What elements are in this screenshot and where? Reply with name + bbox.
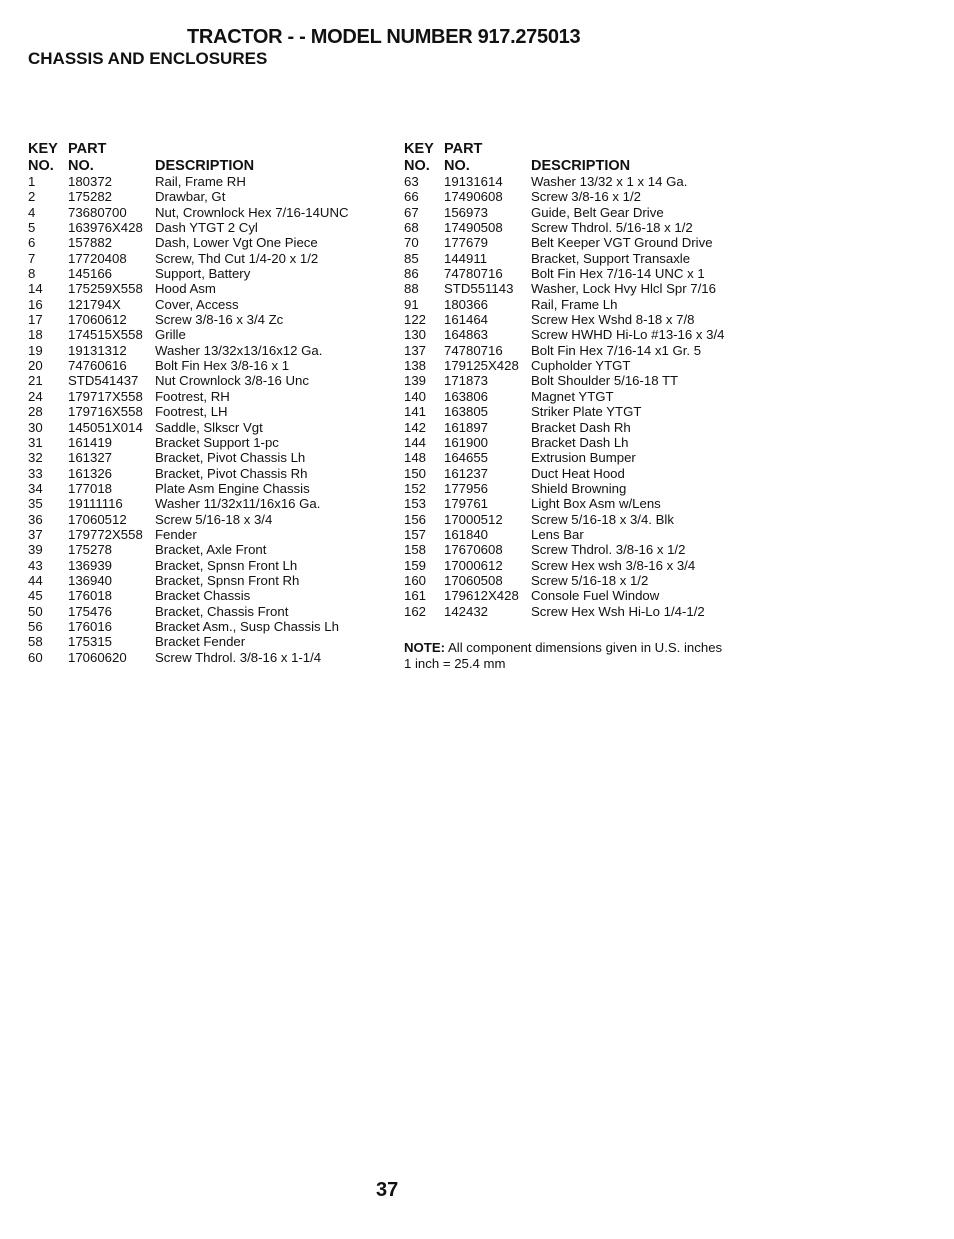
part-description: Bracket, Axle Front — [155, 542, 267, 558]
key-number: 14 — [28, 281, 43, 297]
key-number: 148 — [404, 450, 427, 466]
key-number: 19 — [28, 342, 43, 358]
part-description: Screw Hex wsh 3/8-16 x 3/4 — [531, 557, 696, 573]
part-number: 17670608 — [444, 542, 503, 558]
key-number: 88 — [404, 281, 419, 297]
part-description: Bracket Dash Lh — [531, 434, 629, 450]
part-description: Footrest, RH — [155, 388, 230, 404]
part-number: 145051X014 — [68, 419, 143, 435]
key-number: 1 — [28, 174, 36, 189]
part-description: Bracket Dash Rh — [531, 419, 631, 435]
key-number: 139 — [404, 373, 427, 389]
parts-row — [28, 496, 388, 511]
part-number: 180366 — [444, 296, 489, 312]
key-number: 152 — [404, 480, 427, 496]
part-number: 74760616 — [68, 358, 127, 374]
key-number: 32 — [28, 450, 43, 466]
part-description: Bolt Fin Hex 7/16-14 UNC x 1 — [531, 266, 705, 282]
part-header-line2: NO. — [68, 158, 94, 174]
key-number: 45 — [28, 588, 43, 604]
key-number: 66 — [404, 189, 419, 205]
part-header-line1: PART — [444, 141, 483, 157]
key-number: 137 — [404, 342, 427, 358]
key-number: 6 — [28, 235, 36, 251]
parts-row — [404, 251, 804, 266]
part-number: 142432 — [444, 603, 489, 619]
part-header-line2: NO. — [444, 158, 470, 174]
part-description: Dash, Lower Vgt One Piece — [155, 235, 318, 251]
part-description: Console Fuel Window — [531, 588, 660, 604]
page-number: 37 — [376, 1179, 399, 1201]
parts-row — [28, 588, 388, 603]
part-description: Shield Browning — [531, 480, 627, 496]
part-number: 171873 — [444, 373, 489, 389]
key-number: 18 — [28, 327, 43, 343]
part-description: Washer 13/32 x 1 x 14 Ga. — [531, 174, 688, 189]
part-description: Screw Thdrol. 3/8-16 x 1/2 — [531, 542, 686, 558]
parts-row — [404, 573, 804, 588]
part-description: Bracket Support 1-pc — [155, 434, 279, 450]
parts-row — [404, 220, 804, 235]
parts-row — [404, 542, 804, 557]
part-description: Screw 3/8-16 x 1/2 — [531, 189, 641, 205]
part-number: 163976X428 — [68, 220, 143, 236]
part-description: Nut Crownlock 3/8-16 Unc — [155, 373, 309, 389]
key-number: 56 — [28, 618, 43, 634]
part-number: 161464 — [444, 312, 489, 328]
key-number: 157 — [404, 526, 427, 542]
part-number: 145166 — [68, 266, 113, 282]
key-header-line1: KEY — [28, 141, 58, 157]
parts-row — [28, 266, 388, 281]
section-title: CHASSIS AND ENCLOSURES — [28, 49, 268, 68]
part-number: 176018 — [68, 588, 113, 604]
dimension-note — [404, 640, 722, 672]
key-number: 50 — [28, 603, 43, 619]
key-number: 28 — [28, 404, 43, 420]
key-number: 30 — [28, 419, 43, 435]
parts-row — [404, 327, 804, 342]
parts-row — [28, 373, 388, 388]
key-number: 7 — [28, 250, 36, 266]
key-number: 161 — [404, 588, 427, 604]
part-description: Bracket Asm., Susp Chassis Lh — [155, 618, 339, 634]
parts-row — [28, 281, 388, 296]
parts-row — [28, 481, 388, 496]
parts-row — [28, 512, 388, 527]
key-header-line2: NO. — [28, 158, 54, 174]
parts-row — [28, 358, 388, 373]
part-number: 17000612 — [444, 557, 503, 573]
parts-row — [404, 297, 804, 312]
part-number: 179717X558 — [68, 388, 143, 404]
key-number: 122 — [404, 312, 427, 328]
part-number: 179716X558 — [68, 404, 143, 420]
parts-row — [404, 496, 804, 511]
note-conversion: 1 inch = 25.4 mm — [404, 656, 506, 671]
parts-row — [28, 189, 388, 204]
parts-row — [28, 466, 388, 481]
parts-row — [28, 343, 388, 358]
part-description: Bracket Chassis — [155, 588, 251, 604]
parts-row — [404, 281, 804, 296]
part-number: 161326 — [68, 465, 113, 481]
key-number: 142 — [404, 419, 427, 435]
key-number: 160 — [404, 572, 427, 588]
part-description: Nut, Crownlock Hex 7/16-14UNC — [155, 204, 349, 220]
description-header: DESCRIPTION — [155, 158, 255, 174]
parts-rows — [404, 174, 804, 619]
part-description: Washer 13/32x13/16x12 Ga. — [155, 342, 323, 358]
part-description: Bolt Fin Hex 3/8-16 x 1 — [155, 358, 290, 374]
note-text: All component dimensions given in U.S. inches — [447, 640, 723, 655]
key-number: 91 — [404, 296, 419, 312]
parts-row — [404, 588, 804, 603]
part-number: 74780716 — [444, 266, 503, 282]
part-description: Lens Bar — [531, 526, 584, 542]
part-description: Bracket, Chassis Front — [155, 603, 289, 619]
part-description: Bracket, Pivot Chassis Rh — [155, 465, 308, 481]
part-header-line1: PART — [68, 141, 107, 157]
part-description: Dash YTGT 2 Cyl — [155, 220, 258, 236]
part-number: 17060620 — [68, 649, 127, 665]
part-number: 177018 — [68, 480, 113, 496]
part-number: 17490508 — [444, 220, 503, 236]
key-number: 140 — [404, 388, 427, 404]
key-number: 44 — [28, 572, 43, 588]
key-number: 60 — [28, 649, 43, 665]
part-number: 74780716 — [444, 342, 503, 358]
key-number: 85 — [404, 250, 419, 266]
key-number: 31 — [28, 434, 43, 450]
part-description: Fender — [155, 526, 197, 542]
part-description: Support, Battery — [155, 266, 251, 282]
key-number: 63 — [404, 174, 419, 189]
parts-row — [28, 220, 388, 235]
parts-row — [404, 343, 804, 358]
parts-row — [28, 634, 388, 649]
key-number: 4 — [28, 204, 36, 220]
part-description: Bracket Fender — [155, 634, 246, 650]
parts-row — [28, 650, 388, 665]
parts-row — [28, 450, 388, 465]
part-description: Bracket, Spnsn Front Lh — [155, 557, 298, 573]
parts-row — [28, 174, 388, 189]
part-number: 175282 — [68, 189, 113, 205]
parts-row — [28, 389, 388, 404]
key-number: 37 — [28, 526, 43, 542]
key-header-line1: KEY — [404, 141, 434, 157]
key-number: 130 — [404, 327, 427, 343]
part-number: 136939 — [68, 557, 113, 573]
part-description: Screw 5/16-18 x 3/4. Blk — [531, 511, 674, 527]
key-header-line2: NO. — [404, 158, 430, 174]
parts-row — [404, 205, 804, 220]
part-number: 161897 — [444, 419, 489, 435]
key-number: 36 — [28, 511, 43, 527]
part-description: Bracket, Support Transaxle — [531, 250, 691, 266]
key-number: 2 — [28, 189, 36, 205]
part-description: Grille — [155, 327, 186, 343]
part-description: Screw Hex Wshd 8-18 x 7/8 — [531, 312, 695, 328]
part-description: Footrest, LH — [155, 404, 228, 420]
key-number: 43 — [28, 557, 43, 573]
parts-row — [404, 189, 804, 204]
part-number: 19111116 — [68, 496, 123, 512]
part-description: Washer 11/32x11/16x16 Ga. — [155, 496, 321, 512]
part-description: Bracket, Spnsn Front Rh — [155, 572, 300, 588]
part-description: Saddle, Slkscr Vgt — [155, 419, 263, 435]
part-number: 180372 — [68, 174, 113, 189]
part-description: Screw, Thd Cut 1/4-20 x 1/2 — [155, 250, 319, 266]
key-number: 16 — [28, 296, 43, 312]
part-number: 176016 — [68, 618, 113, 634]
parts-row — [404, 481, 804, 496]
part-description: Striker Plate YTGT — [531, 404, 642, 420]
part-number: 175278 — [68, 542, 113, 558]
parts-list-right — [404, 141, 804, 619]
part-number: 19131312 — [68, 342, 127, 358]
key-number: 162 — [404, 603, 427, 619]
part-description: Guide, Belt Gear Drive — [531, 204, 664, 220]
key-number: 138 — [404, 358, 427, 374]
key-number: 67 — [404, 204, 419, 220]
part-number: 175259X558 — [68, 281, 143, 297]
part-description: Bracket, Pivot Chassis Lh — [155, 450, 306, 466]
parts-row — [28, 205, 388, 220]
part-description: Screw 5/16-18 x 1/2 — [531, 572, 649, 588]
part-number: 161419 — [68, 434, 113, 450]
part-number: 174515X558 — [68, 327, 143, 343]
part-number: 161327 — [68, 450, 113, 466]
key-number: 86 — [404, 266, 419, 282]
key-number: 159 — [404, 557, 427, 573]
parts-row — [404, 235, 804, 250]
note-label: NOTE: — [404, 640, 446, 655]
part-description: Extrusion Bumper — [531, 450, 636, 466]
part-description: Hood Asm — [155, 281, 216, 297]
part-number: 17720408 — [68, 250, 127, 266]
part-number: 164863 — [444, 327, 489, 343]
part-description: Duct Heat Hood — [531, 465, 625, 481]
part-description: Bolt Shoulder 5/16-18 TT — [531, 373, 679, 389]
part-number: 175476 — [68, 603, 113, 619]
part-number: 121794X — [68, 296, 121, 312]
part-number: 157882 — [68, 235, 113, 251]
description-header: DESCRIPTION — [531, 158, 631, 174]
parts-list-left — [28, 141, 388, 665]
parts-row — [404, 527, 804, 542]
part-description: Screw HWHD Hi-Lo #13-16 x 3/4 — [531, 327, 725, 343]
part-number: 175315 — [68, 634, 113, 650]
parts-row — [28, 420, 388, 435]
part-description: Screw Thdrol. 5/16-18 x 1/2 — [531, 220, 693, 236]
parts-row — [28, 527, 388, 542]
key-number: 153 — [404, 496, 427, 512]
key-number: 33 — [28, 465, 43, 481]
key-number: 21 — [28, 373, 43, 389]
parts-row — [404, 404, 804, 419]
parts-row — [404, 604, 804, 619]
part-description: Rail, Frame Lh — [531, 296, 618, 312]
parts-row — [28, 558, 388, 573]
page-title: TRACTOR - - MODEL NUMBER 917.275013 — [187, 26, 581, 48]
part-number: 136940 — [68, 572, 113, 588]
part-number: 73680700 — [68, 204, 127, 220]
parts-rows — [28, 174, 388, 665]
part-number: STD541437 — [68, 373, 139, 389]
key-number: 58 — [28, 634, 43, 650]
parts-row — [28, 573, 388, 588]
part-number: 164655 — [444, 450, 489, 466]
part-number: 179125X428 — [444, 358, 519, 374]
parts-row — [404, 466, 804, 481]
parts-row — [28, 542, 388, 557]
part-number: 17060512 — [68, 511, 127, 527]
part-number: 179612X428 — [444, 588, 519, 604]
key-number: 156 — [404, 511, 427, 527]
parts-row — [28, 327, 388, 342]
part-number: 163805 — [444, 404, 489, 420]
parts-row — [28, 404, 388, 419]
part-description: Plate Asm Engine Chassis — [155, 480, 310, 496]
key-number: 8 — [28, 266, 36, 282]
key-number: 158 — [404, 542, 427, 558]
parts-row — [404, 435, 804, 450]
part-number: 177679 — [444, 235, 489, 251]
key-number: 20 — [28, 358, 43, 374]
part-number: 161237 — [444, 465, 489, 481]
part-description: Screw 3/8-16 x 3/4 Zc — [155, 312, 284, 328]
parts-row — [404, 358, 804, 373]
part-description: Cover, Access — [155, 296, 239, 312]
key-number: 5 — [28, 220, 36, 236]
part-number: 17490608 — [444, 189, 503, 205]
parts-row — [404, 512, 804, 527]
part-number: 179761 — [444, 496, 489, 512]
parts-row — [28, 235, 388, 250]
parts-row — [28, 604, 388, 619]
parts-row — [404, 174, 804, 189]
part-number: 161900 — [444, 434, 489, 450]
part-description: Light Box Asm w/Lens — [531, 496, 661, 512]
part-description: Bolt Fin Hex 7/16-14 x1 Gr. 5 — [531, 342, 702, 358]
part-description: Belt Keeper VGT Ground Drive — [531, 235, 713, 251]
part-description: Screw Hex Wsh Hi-Lo 1/4-1/2 — [531, 603, 705, 619]
part-description: Rail, Frame RH — [155, 174, 246, 189]
parts-row — [28, 297, 388, 312]
part-number: 161840 — [444, 526, 489, 542]
column-headers — [28, 141, 388, 174]
part-description: Drawbar, Gt — [155, 189, 226, 205]
part-description: Magnet YTGT — [531, 388, 614, 404]
part-number: 17060612 — [68, 312, 127, 328]
part-description: Cupholder YTGT — [531, 358, 631, 374]
parts-row — [404, 312, 804, 327]
part-number: 179772X558 — [68, 526, 143, 542]
part-description: Washer, Lock Hvy Hlcl Spr 7/16 — [531, 281, 716, 297]
key-number: 24 — [28, 388, 43, 404]
key-number: 68 — [404, 220, 419, 236]
part-number: 156973 — [444, 204, 489, 220]
part-description: Screw Thdrol. 3/8-16 x 1-1/4 — [155, 649, 322, 665]
parts-row — [28, 619, 388, 634]
part-description: Screw 5/16-18 x 3/4 — [155, 511, 273, 527]
parts-row — [404, 373, 804, 388]
key-number: 39 — [28, 542, 43, 558]
parts-row — [404, 558, 804, 573]
key-number: 35 — [28, 496, 43, 512]
part-number: 17060508 — [444, 572, 503, 588]
part-number: 17000512 — [444, 511, 503, 527]
part-number: 144911 — [444, 250, 488, 266]
key-number: 70 — [404, 235, 419, 251]
key-number: 144 — [404, 434, 427, 450]
column-headers — [404, 141, 804, 174]
parts-row — [404, 420, 804, 435]
parts-row — [28, 251, 388, 266]
part-number: 19131614 — [444, 174, 503, 189]
part-number: STD551143 — [444, 281, 514, 297]
part-number: 177956 — [444, 480, 489, 496]
parts-row — [28, 435, 388, 450]
parts-row — [28, 312, 388, 327]
parts-row — [404, 389, 804, 404]
key-number: 150 — [404, 465, 427, 481]
key-number: 141 — [404, 404, 427, 420]
parts-row — [404, 266, 804, 281]
key-number: 17 — [28, 312, 43, 328]
key-number: 34 — [28, 480, 43, 496]
part-number: 163806 — [444, 388, 489, 404]
parts-row — [404, 450, 804, 465]
